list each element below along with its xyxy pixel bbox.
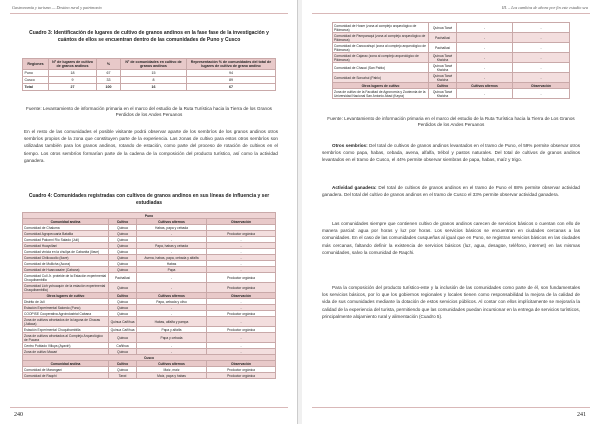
table-cell: Comunidad de Chacaí (San Pablo) bbox=[333, 63, 429, 73]
table-cell: Quinua bbox=[109, 283, 137, 293]
table-cell: Cultivos alternos bbox=[137, 361, 207, 367]
table-cell: Productor orgánica bbox=[207, 373, 276, 379]
table-header: N° de comunidades en cultivo de granos andinos bbox=[121, 59, 187, 70]
table-cell: COOPISE Cooperativa Agroindustrial Cabana bbox=[23, 311, 109, 317]
table-cell: Quinua Tarwi bbox=[429, 23, 457, 33]
table-cell: Total bbox=[23, 84, 49, 91]
table-cell: Avena, habas, papa, cebada y alfalfa bbox=[137, 255, 207, 261]
paragraph-actividad-ganadera bbox=[322, 184, 580, 198]
cuadro4-source: Fuente: Levantamiento de información primaria en el marco del estudio de la Ruta Turística hacia la Tierra de Los Granos Perdidos de los Andes Peruanos bbox=[327, 116, 575, 127]
footer-rule-right bbox=[312, 407, 590, 408]
table-cell: 33 bbox=[97, 77, 121, 84]
table-cell: 100 bbox=[97, 84, 121, 91]
table-cell: Pachallusi bbox=[109, 273, 137, 283]
table-cell: Habas bbox=[137, 261, 207, 267]
table-row bbox=[333, 43, 570, 53]
footer-rule-left bbox=[10, 407, 288, 408]
paragraph-label: Otros sembríos: bbox=[332, 143, 368, 148]
page-number-right: 241 bbox=[577, 412, 586, 418]
cuadro3-table bbox=[22, 58, 276, 91]
table-cell: - bbox=[137, 305, 207, 311]
table-cell: Comunidad de Sorcahui (Pablo) bbox=[333, 73, 429, 83]
table-cell: Habas, alfalfa y pampa bbox=[137, 317, 207, 327]
table-cell: - bbox=[207, 333, 276, 343]
table-cell: Comunidad Cull Jr. proteide de la Estación experimental Choquibambilla bbox=[23, 273, 109, 283]
table-cell: Comunidad vinicia en la chullpa de Cabanita (Ilave) bbox=[23, 249, 109, 255]
table-cell: 9 bbox=[49, 77, 97, 84]
table-row bbox=[23, 283, 276, 293]
table-cell: Habas, papa y cebada bbox=[137, 225, 207, 231]
table-cell: 67 bbox=[187, 84, 276, 91]
table-row bbox=[333, 53, 570, 63]
table-cell: Comunidad Pakonni Río Salado (Juli) bbox=[23, 237, 109, 243]
table-cell: 27 bbox=[49, 84, 97, 91]
page-number-left: 240 bbox=[14, 412, 23, 418]
table-row bbox=[333, 33, 570, 43]
table-cell: - bbox=[207, 349, 276, 355]
table-cell: - bbox=[513, 23, 570, 33]
table-cell: - bbox=[513, 63, 570, 73]
paragraph-text: Del total de cultivos de granos andinos en el tramo de Puno el 88% permite observar actividad ganadera. Del total del cultivo de granos andinos en el tramo de Cusco el 33% permite observar actividad ganadera. bbox=[322, 185, 580, 198]
table-cell: - bbox=[137, 343, 207, 349]
table-cell: Productor orgánica bbox=[207, 273, 276, 283]
table-cell: - bbox=[513, 89, 570, 99]
table-cell: Quinua bbox=[109, 367, 137, 373]
table-cell: 18 bbox=[49, 70, 97, 77]
table-cell: Otros lugares de cultivo bbox=[23, 293, 109, 299]
table-cell: - bbox=[513, 73, 570, 83]
table-cell: Quinua bbox=[109, 225, 137, 231]
table-cell: - bbox=[207, 299, 276, 305]
table-cell: Comunidad de Maranganí bbox=[23, 367, 109, 373]
paragraph-text: Del total de cultivos de granos andinos levantados en el tramo de Puno, el 59% permite observar otros sembríos como papa, habas, cebada, avena, alfalfa, trébol y pastos naturales. Del total de cultivos de granos andinos levantados en el tramo de Cusco, el 44% permite observar siembras de papa, habas, maíz y trigo. bbox=[322, 143, 580, 163]
table-cell: Cañihua bbox=[109, 343, 137, 349]
table-row bbox=[23, 273, 276, 283]
left-page bbox=[0, 0, 298, 424]
table-cell: - bbox=[207, 237, 276, 243]
table-cell: Comunidad de Pamparaqui (zona al complejo arqueológico de Pikimarca) bbox=[333, 33, 429, 43]
table-cell: Quinua bbox=[109, 237, 137, 243]
table-cell: - bbox=[207, 249, 276, 255]
table-cell: Estación Experimental Chuquibambilla bbox=[23, 327, 109, 333]
table-cell: Cultivo bbox=[109, 361, 137, 367]
table-cell: Comunidad Huaycllani bbox=[23, 243, 109, 249]
table-cell: Cultivos alternos bbox=[137, 219, 207, 225]
table-cell: Quinua Tarwi Kiwicha bbox=[429, 53, 457, 63]
table-cell: Cultivo bbox=[109, 219, 137, 225]
table-cell: Puno bbox=[23, 70, 49, 77]
table-cell: - bbox=[137, 311, 207, 317]
table-row bbox=[23, 70, 276, 77]
cuadro3-source: Fuente: Levantamiento de información primaria en el marco del estudio de la Ruta Turística hacia la Tierra de los Granos Perdidos de los Andes Peruanos bbox=[26, 106, 272, 117]
table-cell: Cultivos alternos bbox=[457, 83, 513, 89]
table-cell: Productor orgánica bbox=[207, 311, 276, 317]
table-cell: - bbox=[513, 43, 570, 53]
table-cell: - bbox=[457, 73, 513, 83]
table-cell: - bbox=[137, 249, 207, 255]
table-cell: Quinua bbox=[109, 255, 137, 261]
table-cell: Comunidad Lich yohuaquín de la estación experimental Chaquibambilla) bbox=[23, 283, 109, 293]
table-cell: Distrito de Juli bbox=[23, 299, 109, 305]
table-row bbox=[23, 333, 276, 343]
table-cell: - bbox=[457, 43, 513, 53]
running-header-left: Gastronomía y turismo — Destino rural y patrimonio bbox=[12, 5, 102, 10]
table-row bbox=[333, 23, 570, 33]
table-cell: Cultivo bbox=[109, 293, 137, 299]
table-cell: Productor orgánica bbox=[207, 231, 276, 237]
table-cell: Cultivo bbox=[429, 83, 457, 89]
table-cell: Quinua bbox=[109, 249, 137, 255]
table-cell: Quinua Tarwi Kiwicha bbox=[429, 89, 457, 99]
table-cell: 67 bbox=[97, 70, 121, 77]
table-cell: Quinua bbox=[109, 243, 137, 249]
table-cell: - bbox=[513, 33, 570, 43]
table-row bbox=[333, 63, 570, 73]
table-cell: Quinua Tarwi Kiwicha bbox=[429, 63, 457, 73]
table-cell: Comunidad de Cajarac (zona al complejo arqueológico de Pikimarca) bbox=[333, 53, 429, 63]
table-cell: Papa bbox=[137, 267, 207, 273]
table-row bbox=[23, 373, 276, 379]
table-cell: - bbox=[207, 343, 276, 349]
table-cell: Papa y alfalfa bbox=[137, 327, 207, 333]
table-row bbox=[23, 77, 276, 84]
table-cell: Maíz, papa y habas bbox=[137, 373, 207, 379]
table-cell: Quinua Cañihua bbox=[109, 327, 137, 333]
header-rule-left bbox=[10, 13, 288, 14]
table-cell: Observación bbox=[207, 293, 276, 299]
table-cell: Comunidad de Mullicha (Acora) bbox=[23, 261, 109, 267]
table-cell: Productor orgánica bbox=[207, 283, 276, 293]
table-cell: Quinua bbox=[109, 261, 137, 267]
table-header: Regiones bbox=[23, 59, 49, 70]
table-cell: - bbox=[207, 261, 276, 267]
table-cell: Cusco bbox=[23, 77, 49, 84]
table-cell: Productor orgánica bbox=[207, 367, 276, 373]
paragraph-label: Actividad ganadera: bbox=[332, 185, 377, 190]
cuadro4-continuation-table bbox=[332, 22, 570, 99]
table-cell: 15 bbox=[121, 70, 187, 77]
table-cell: Otros lugares de cultivo bbox=[333, 83, 429, 89]
cuadro3-caption: Cuadro 3: Identificación de lugares de cultivo de granos andinos en la fase fase de la investigación y cuántos de ellos se encuentran dentro de las comunidades de Puno y Cusco bbox=[29, 30, 269, 43]
table-cell: Pachallusi bbox=[429, 43, 457, 53]
table-cell: Papa y cebada bbox=[137, 333, 207, 343]
table-cell: - bbox=[207, 243, 276, 249]
table-cell: Quinua bbox=[109, 231, 137, 237]
table-cell: - bbox=[207, 255, 276, 261]
table-cell: Comunidad Chilicocollo (Ilave) bbox=[23, 255, 109, 261]
table-cell: - bbox=[457, 53, 513, 63]
table-cell: Quinua Cañihua bbox=[109, 317, 137, 327]
table-cell: - bbox=[137, 273, 207, 283]
table-group-label: Puno bbox=[23, 213, 276, 219]
table-cell: Comunidad de Chaluma bbox=[23, 225, 109, 231]
table-cell: Observación bbox=[207, 361, 276, 367]
table-cell: Zona de cultivo Macarí bbox=[23, 349, 109, 355]
body-paragraph: En el resto de las comunidades el posible visitante podrá observar aparte de los sembríos de los granos andinos otros sembríos propios de la zona que constituyen parte de la experiencia. Las zonas de cultivo para estos otros sembríos son utilizadas también para los granos andinos, rotando de estación, como parte del proceso de rotación de cultivos en el tiempo. Los otros sembríos formarían parte de la cadena de la composición del producto turístico, así como la actividad ganadera. bbox=[24, 129, 278, 163]
table-cell: Quinua bbox=[109, 333, 137, 343]
table-cell: Tarwi bbox=[109, 373, 137, 379]
table-cell: Comunidad de Huancasaire (Cabana) bbox=[23, 267, 109, 273]
paragraph-otros-sembrios bbox=[322, 142, 580, 164]
table-header: Representación % de comunidades del total de lugares de cultivo de grano andino bbox=[187, 59, 276, 70]
table-cell: Papa, cebada y olivo bbox=[137, 299, 207, 305]
table-cell: - bbox=[207, 267, 276, 273]
table-cell: Quinua bbox=[109, 267, 137, 273]
table-cell: Comunidad de Carcocahupi (zona al complejo arqueológico de Pikimarca) bbox=[333, 43, 429, 53]
table-cell: - bbox=[137, 231, 207, 237]
table-cell: Quinua bbox=[109, 299, 137, 305]
table-cell: - bbox=[137, 283, 207, 293]
table-group-label: Cusco bbox=[23, 355, 276, 361]
table-cell: Comunidad Agropecuaria Batallia bbox=[23, 231, 109, 237]
paragraph-servicios-basicos: Las comunidades siempre que contienen cultivo de granos andinos carecen de servicios básicos o cuentan con ello de manera parcial: agua por horas y luz por horas. Los servicios básicos se encuentran en ciudades cercanas a las comunidades. En el caso de las comunidades cusqueñas al igual que en Puno, se registran servicios básicos en las ciudades más cercanas, faltando definir la existencia de servicios básicos (luz, agua, desagüe, teléfono, internet) en las mismas comunidades, salvo la comunidad de Raqchi. bbox=[322, 221, 580, 255]
cuadro4-caption: Cuadro 4: Comunidades registradas con cultivos de granos andinos en sus líneas de influencia y ser estudiadas bbox=[28, 193, 270, 206]
table-cell: Zona de cultivo de la Facultad de Agronomía y Zootecnia de la Universidad Nacional San Antonio Abad (Kayra) bbox=[333, 89, 429, 99]
table-cell: Pachallusi bbox=[429, 33, 457, 43]
table-cell: - bbox=[513, 53, 570, 63]
table-row-total bbox=[23, 84, 276, 91]
table-row bbox=[333, 73, 570, 83]
table-cell: 16 bbox=[121, 84, 187, 91]
table-cell: 8 bbox=[121, 77, 187, 84]
right-page bbox=[302, 0, 600, 424]
table-cell: - bbox=[137, 349, 207, 355]
table-cell: Zona de cultivos afrontados de la laguna de Chacas (Juliaca) bbox=[23, 317, 109, 327]
cuadro4-table bbox=[22, 212, 276, 379]
table-cell: - bbox=[457, 33, 513, 43]
table-cell: Comunidad andina bbox=[23, 361, 109, 367]
running-header-right: III. – Los cambios de ahora por fin este estudio sea bbox=[501, 5, 588, 10]
table-cell: Quinua bbox=[109, 349, 137, 355]
table-cell: Comunidad de Raqchi bbox=[23, 373, 109, 379]
table-cell: Maíz, maíz bbox=[137, 367, 207, 373]
table-cell: Papa, habas y cebada bbox=[137, 243, 207, 249]
table-cell: Cultivos alternos bbox=[137, 293, 207, 299]
table-cell: 89 bbox=[187, 77, 276, 84]
table-cell: - bbox=[137, 237, 207, 243]
table-cell: Quinua Tarwi Kiwicha bbox=[429, 73, 457, 83]
table-cell: - bbox=[457, 23, 513, 33]
table-cell: Estación Experimental Salcedo (Puno) bbox=[23, 305, 109, 311]
table-cell: Quinua bbox=[109, 311, 137, 317]
table-cell: Quinua bbox=[109, 305, 137, 311]
table-cell: Productor orgánica bbox=[207, 327, 276, 333]
table-cell: Observación bbox=[513, 83, 570, 89]
table-cell: Comunidad de Hoser (zona al complejo arqueológico de Pikimarca) bbox=[333, 23, 429, 33]
table-cell: Centro Poblado Villuya (Ayaviri) bbox=[23, 343, 109, 349]
table-cell: - bbox=[207, 305, 276, 311]
table-cell: - bbox=[457, 63, 513, 73]
table-row bbox=[23, 317, 276, 327]
table-cell: 94 bbox=[187, 70, 276, 77]
table-cell: - bbox=[207, 317, 276, 327]
table-header: N° de lugares de cultivo de granos andinos bbox=[49, 59, 97, 70]
table-row bbox=[333, 89, 570, 99]
table-header: % bbox=[97, 59, 121, 70]
table-cell: - bbox=[457, 89, 513, 99]
table-cell: Comunidad andina bbox=[23, 219, 109, 225]
table-cell: Observación bbox=[207, 219, 276, 225]
table-cell: Zona de cultivos afrontados al Complejo Arqueológico de Pucara bbox=[23, 333, 109, 343]
paragraph-composicion-producto: Para la composición del producto turístico-este y la inclusión de las comunidades como parte de él, son fundamentales los servicios básicos, por lo que los gobiernos regionales y locales tienen como responsabilidad la mejora de la calidad de vida de sus comunidades mediante la dotación de estos servicios públicos. Al contar con ellos implícitamente se mejoraría la calidad de la experiencia del turista, permitiendo que las comunidades puedan incursionar en la entrega de servicios turísticos, principalmente alojamiento rural y alimentación (Cuadro 5). bbox=[322, 285, 580, 319]
header-rule-right bbox=[312, 13, 590, 14]
